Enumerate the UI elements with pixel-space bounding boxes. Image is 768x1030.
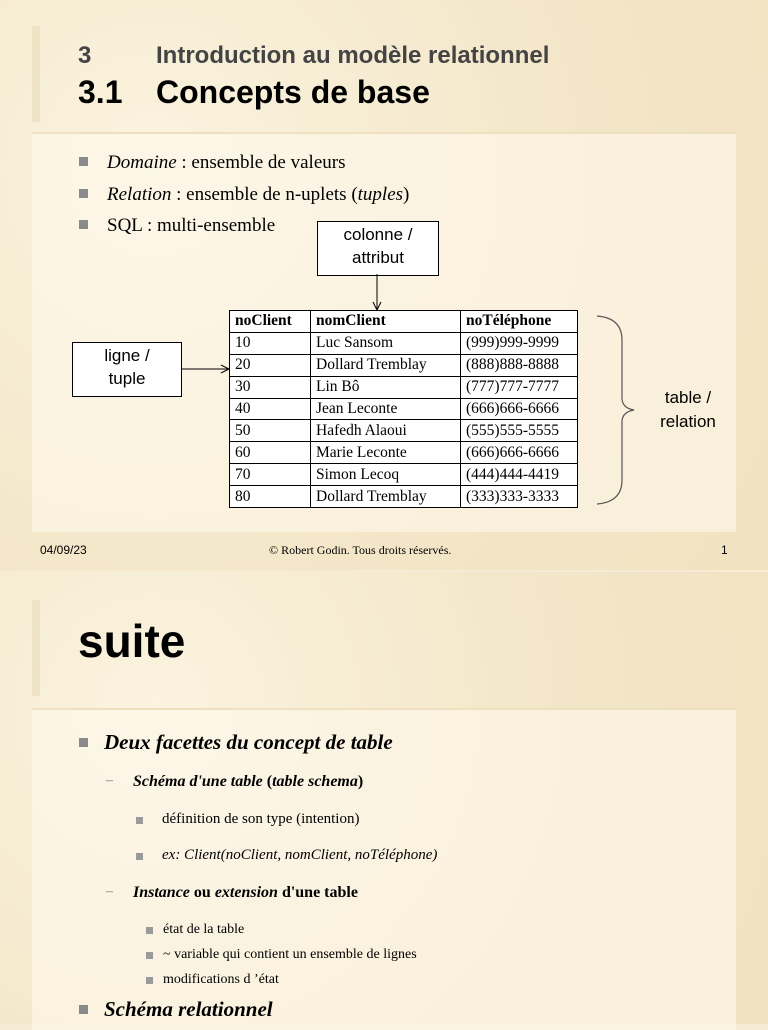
- table-header-cell: nomClient: [311, 311, 461, 333]
- term-tuples: tuples: [357, 184, 404, 205]
- table-cell: Lin Bô: [311, 376, 461, 398]
- title-number: 3.1: [78, 74, 123, 110]
- table-cell: Simon Lecoq: [311, 464, 461, 486]
- term-domaine: Domaine: [107, 152, 177, 173]
- table-cell: 20: [230, 354, 311, 376]
- term-relation: Relation: [107, 184, 172, 205]
- table-cell: 80: [230, 486, 311, 508]
- page-title: suite: [78, 615, 186, 667]
- title-text: Concepts de base: [156, 74, 430, 110]
- client-table: [229, 310, 578, 508]
- label-row-line2: tuple: [108, 369, 146, 388]
- table-cell: 60: [230, 442, 311, 464]
- bullet-schema-relationnel: Schéma relationnel: [104, 997, 273, 1021]
- section-subtitle-text: Introduction au modèle relationnel: [156, 42, 550, 69]
- table-row: [230, 332, 578, 354]
- term-extension: extension: [214, 884, 278, 901]
- bullet-square-icon: [146, 927, 153, 934]
- label-row-line1: ligne /: [104, 346, 150, 365]
- table-header-cell: noTéléphone: [461, 311, 578, 333]
- item-modifications-etat: modifications d ’état: [163, 972, 279, 987]
- table-cell: Jean Leconte: [311, 398, 461, 420]
- table-cell: Dollard Tremblay: [311, 486, 461, 508]
- item-variable-lignes: ~ variable qui contient un ensemble de lignes: [163, 947, 417, 962]
- bullet-square-icon: [136, 817, 143, 824]
- table-cell: (999)999-9999: [461, 332, 578, 354]
- table-cell: Hafedh Alaoui: [311, 420, 461, 442]
- bullet-square-icon: [146, 977, 153, 984]
- term-schema-table: Schéma d'une table: [133, 773, 263, 790]
- table-header-row: [230, 311, 578, 333]
- item-definition-type: définition de son type (intention): [162, 811, 360, 827]
- table-cell: (333)333-3333: [461, 486, 578, 508]
- item-example-client: ex: Client(noClient, nomClient, noTéléphone): [162, 847, 438, 863]
- table-cell: (444)444-4419: [461, 464, 578, 486]
- table-cell: 50: [230, 420, 311, 442]
- table-cell: Luc Sansom: [311, 332, 461, 354]
- table-cell: 30: [230, 376, 311, 398]
- bullet-square-icon: [79, 738, 88, 747]
- title-accent-bar: [32, 600, 40, 696]
- table-cell: (888)888-8888: [461, 354, 578, 376]
- table-cell: (666)666-6666: [461, 442, 578, 464]
- bullet-sql: SQL : multi-ensemble: [107, 215, 276, 236]
- paren-close: ): [357, 773, 364, 790]
- slide-body: [32, 708, 736, 1030]
- table-cell: (666)666-6666: [461, 398, 578, 420]
- sub-bullet-schema-table: [133, 773, 363, 791]
- bullet-square-icon: [136, 853, 143, 860]
- word-ou: ou: [189, 884, 215, 901]
- table-cell: Dollard Tremblay: [311, 354, 461, 376]
- bullet-square-icon: [146, 952, 153, 959]
- word-dune-table: d'une table: [277, 884, 358, 901]
- table-row: [230, 420, 578, 442]
- label-table-line2: relation: [660, 412, 716, 431]
- label-table-line1: table /: [664, 388, 712, 407]
- footer-page-number: 1: [721, 543, 728, 557]
- table-row: [230, 354, 578, 376]
- def-relation: : ensemble de n-uplets (: [171, 184, 358, 205]
- def-domaine: : ensemble de valeurs: [176, 152, 346, 173]
- table-header-cell: noClient: [230, 311, 311, 333]
- table-row: [230, 398, 578, 420]
- term-table-schema: table schema: [272, 773, 358, 790]
- slide-2: [0, 572, 768, 1024]
- section-number: 3: [78, 42, 92, 69]
- dash-icon: –: [106, 773, 113, 788]
- bullet-deux-facettes: Deux facettes du concept de table: [104, 730, 393, 754]
- table-row: [230, 486, 578, 508]
- bullet-square-icon: [79, 1005, 88, 1014]
- label-column-line2: attribut: [352, 248, 404, 267]
- footer-date: 04/09/23: [40, 543, 87, 557]
- dash-icon: –: [106, 884, 113, 899]
- curly-brace-icon: [597, 316, 634, 504]
- table-cell: Marie Leconte: [311, 442, 461, 464]
- table-row: [230, 442, 578, 464]
- table-cell: 40: [230, 398, 311, 420]
- table-cell: 10: [230, 332, 311, 354]
- table-row: [230, 464, 578, 486]
- table-cell: (777)777-7777: [461, 376, 578, 398]
- sub-bullet-instance: [133, 884, 358, 902]
- item-etat-table: état de la table: [163, 922, 245, 937]
- table-row: [230, 376, 578, 398]
- label-column-line1: colonne /: [343, 225, 413, 244]
- footer-copyright: © Robert Godin. Tous droits réservés.: [269, 543, 452, 557]
- term-instance: Instance: [133, 884, 190, 901]
- table-cell: 70: [230, 464, 311, 486]
- table-cell: (555)555-5555: [461, 420, 578, 442]
- paren-open: (: [262, 773, 273, 790]
- paren-close: ): [403, 184, 410, 205]
